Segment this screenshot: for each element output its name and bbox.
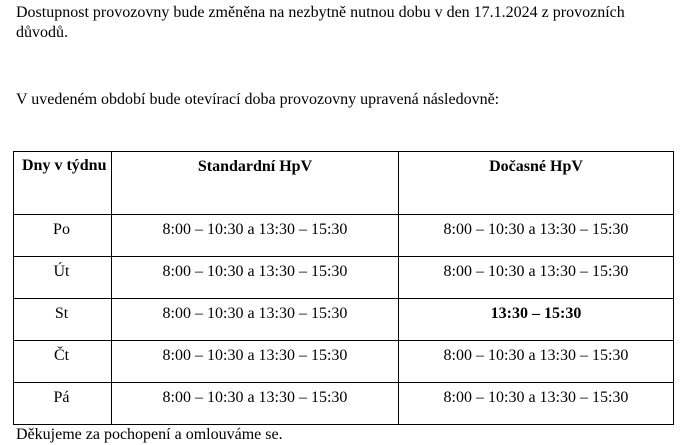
standard-hours-cell: 8:00 – 10:30 a 13:30 – 15:30: [112, 341, 399, 383]
day-cell: Po: [14, 215, 112, 257]
table-row: [14, 299, 674, 341]
temporary-hours-cell: 13:30 – 15:30: [399, 299, 674, 341]
day-cell: St: [14, 299, 112, 341]
table-header-row: [14, 152, 674, 215]
notice-line-3: V uvedeném období bude otevírací doba provozovny upravená následovně:: [16, 91, 500, 108]
standard-hours-cell: 8:00 – 10:30 a 13:30 – 15:30: [112, 215, 399, 257]
temporary-hours-cell: 8:00 – 10:30 a 13:30 – 15:30: [399, 257, 674, 299]
opening-hours-table: [13, 151, 674, 425]
standard-hours-cell: 8:00 – 10:30 a 13:30 – 15:30: [112, 299, 399, 341]
table-row: [14, 341, 674, 383]
header-days: Dny v týdnu: [14, 152, 112, 215]
notice-line-1: Dostupnost provozovny bude změněna na nezbytně nutnou dobu v den 17.1.2024 z provozních: [16, 4, 625, 21]
day-cell: Út: [14, 257, 112, 299]
day-cell: Pá: [14, 383, 112, 425]
day-cell: Čt: [14, 341, 112, 383]
standard-hours-cell: 8:00 – 10:30 a 13:30 – 15:30: [112, 257, 399, 299]
temporary-hours-cell: 8:00 – 10:30 a 13:30 – 15:30: [399, 383, 674, 425]
notice-line-2: důvodů.: [16, 24, 68, 41]
table-row: [14, 383, 674, 425]
header-standard-hours: Standardní HpV: [112, 152, 399, 215]
table-row: [14, 257, 674, 299]
notice-line-4-partial: Děkujeme za pochopení a omlouváme se.: [16, 426, 283, 443]
temporary-hours-cell: 8:00 – 10:30 a 13:30 – 15:30: [399, 341, 674, 383]
table-row: [14, 215, 674, 257]
standard-hours-cell: 8:00 – 10:30 a 13:30 – 15:30: [112, 383, 399, 425]
temporary-hours-cell: 8:00 – 10:30 a 13:30 – 15:30: [399, 215, 674, 257]
header-temporary-hours: Dočasné HpV: [399, 152, 674, 215]
